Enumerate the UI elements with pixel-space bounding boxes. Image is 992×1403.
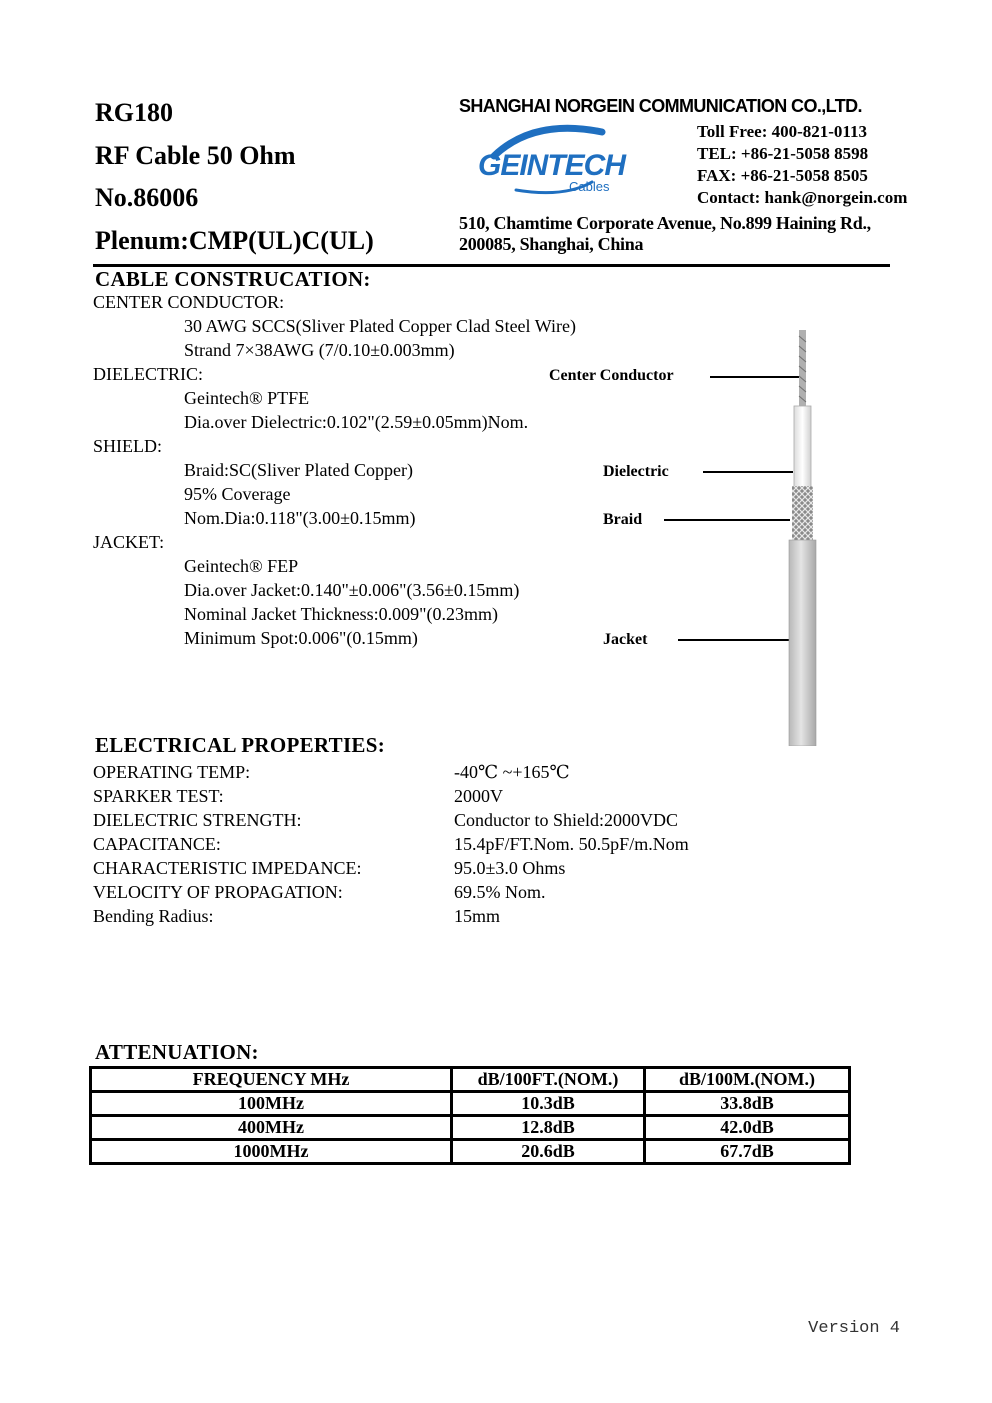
logo-wordmark: GEINTECH [478,149,626,182]
attenuation-heading: ATTENUATION: [95,1040,259,1064]
table-row [91,1116,850,1140]
jacket-spec: Nominal Jacket Thickness:0.009"(0.23mm) [184,604,498,624]
property-value: Conductor to Shield:2000VDC [454,810,678,830]
geintech-logo [474,120,634,198]
property-label: VELOCITY OF PROPAGATION: [93,882,343,902]
column-header: dB/100FT.(NOM.) [452,1068,645,1092]
table-cell: 12.8dB [452,1116,645,1140]
electrical-heading: ELECTRICAL PROPERTIES: [95,733,386,757]
table-cell: 33.8dB [645,1092,850,1116]
property-label: OPERATING TEMP: [93,762,251,782]
address-line-2: 200085, Shanghai, China [459,234,644,254]
table-header-row [91,1068,850,1092]
contact-email: Contact: hank@norgein.com [697,188,908,207]
leader-line [664,519,790,521]
braid-layer [792,486,813,544]
jacket-spec: Minimum Spot:0.006"(0.15mm) [184,628,418,648]
attenuation-table [89,1066,851,1165]
jacket-layer [789,540,816,746]
table-row [91,1092,850,1116]
cable-description: RF Cable 50 Ohm [95,141,296,170]
construction-heading: CABLE CONSTRUCATION: [95,267,371,291]
property-label: Bending Radius: [93,906,214,926]
column-header: dB/100M.(NOM.) [645,1068,850,1092]
property-label: DIELECTRIC STRENGTH: [93,810,302,830]
center-conductor-label: CENTER CONDUCTOR: [93,292,285,312]
address-line-1: 510, Chamtime Corporate Avenue, No.899 Haining Rd., [459,213,871,233]
property-value: 69.5% Nom. [454,882,546,902]
center-conductor-spec: 30 AWG SCCS(Sliver Plated Copper Clad Steel Wire) [184,316,576,336]
center-conductor [799,330,806,410]
property-value: -40℃ ~+165℃ [454,762,570,782]
shield-spec: 95% Coverage [184,484,291,504]
property-value: 15mm [454,906,501,926]
property-label: CHARACTERISTIC IMPEDANCE: [93,858,362,878]
shield-spec: Nom.Dia:0.118"(3.00±0.15mm) [184,508,416,528]
property-value: 95.0±3.0 Ohms [454,858,566,878]
dielectric-spec: Dia.over Dielectric:0.102"(2.59±0.05mm)Nom. [184,412,529,432]
dielectric-label: DIELECTRIC: [93,364,203,384]
leader-line [678,639,792,641]
version-label: Version 4 [808,1319,900,1338]
table-cell: 400MHz [91,1116,452,1140]
toll-free: Toll Free: 400-821-0113 [697,122,867,141]
fax: FAX: +86-21-5058 8505 [697,166,868,185]
jacket-label: JACKET: [93,532,165,552]
company-name: SHANGHAI NORGEIN COMMUNICATION CO.,LTD. [459,96,862,116]
property-value: 15.4pF/FT.Nom. 50.5pF/m.Nom [454,834,689,854]
model-title: RG180 [95,98,173,127]
callout-jacket: Jacket [603,631,648,648]
telephone: TEL: +86-21-5058 8598 [697,144,869,163]
leader-line [703,471,793,473]
table-cell: 1000MHz [91,1140,452,1164]
dielectric-spec: Geintech® PTFE [184,388,310,408]
property-value: 2000V [454,786,503,806]
table-row [91,1140,850,1164]
center-conductor-spec: Strand 7×38AWG (7/0.10±0.003mm) [184,340,455,360]
shield-label: SHIELD: [93,436,162,456]
shield-spec: Braid:SC(Sliver Plated Copper) [184,460,413,480]
callout-dielectric: Dielectric [603,463,669,480]
table-cell: 20.6dB [452,1140,645,1164]
property-label: SPARKER TEST: [93,786,224,806]
property-label: CAPACITANCE: [93,834,221,854]
callout-braid: Braid [603,511,643,528]
cable-cross-section-image [784,326,824,746]
plenum-rating: Plenum:CMP(UL)C(UL) [95,226,374,255]
table-cell: 42.0dB [645,1116,850,1140]
table-cell: 67.7dB [645,1140,850,1164]
table-cell: 100MHz [91,1092,452,1116]
table-cell: 10.3dB [452,1092,645,1116]
column-header: FREQUENCY MHz [91,1068,452,1092]
callout-center-conductor: Center Conductor [549,367,674,384]
jacket-spec: Geintech® FEP [184,556,299,576]
logo-subtitle: Cables [569,179,610,194]
jacket-spec: Dia.over Jacket:0.140"±0.006"(3.56±0.15mm) [184,580,520,600]
part-number: No.86006 [95,183,199,212]
